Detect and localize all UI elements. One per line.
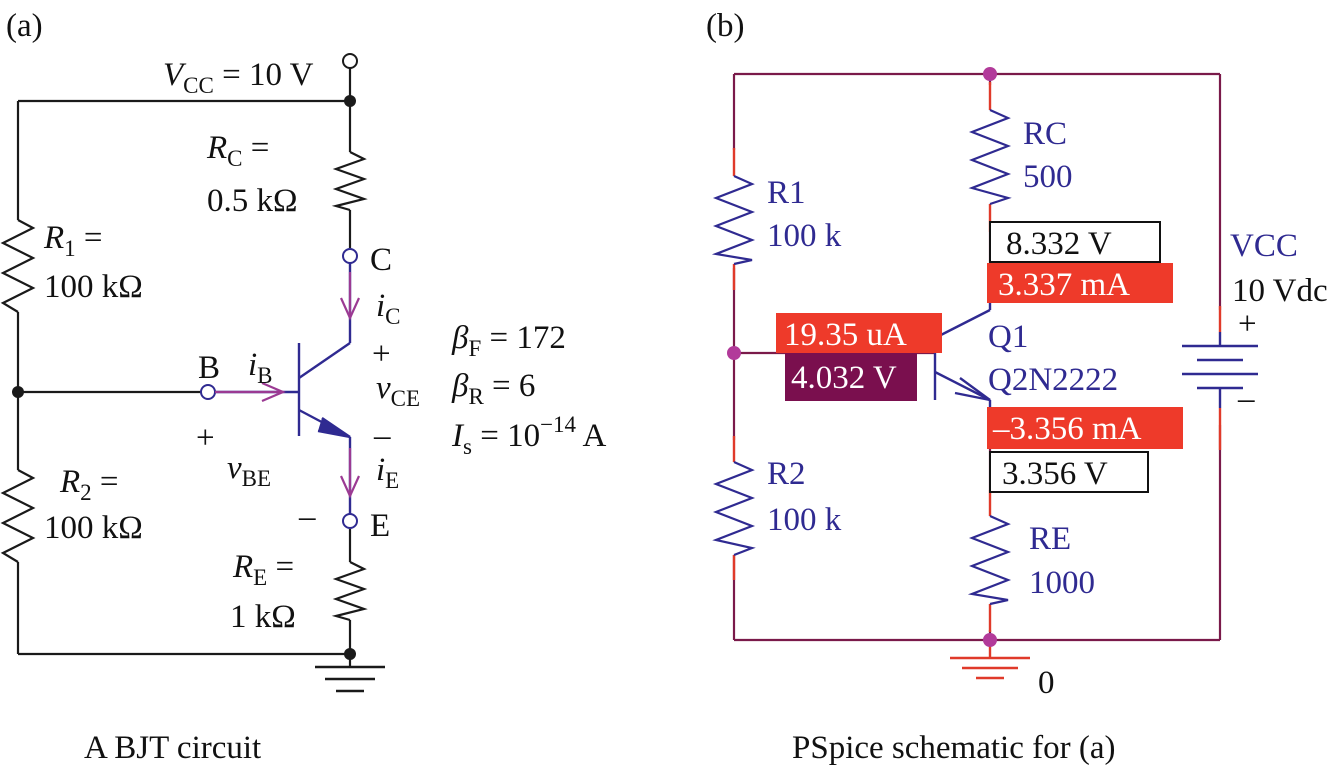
node-b-label: B (198, 350, 221, 386)
panel-b-tag: (b) (706, 8, 745, 44)
r2-name-b: R2 (767, 456, 806, 492)
terminal-e (343, 514, 357, 528)
vbe-plus: + (196, 420, 215, 456)
junction-vcc (344, 95, 356, 107)
svg-text:3.337 mA: 3.337 mA (998, 267, 1130, 303)
ground-symbol-b (950, 658, 1030, 678)
panel-a (3, 8, 606, 766)
terminal-c (343, 249, 357, 263)
q1-transistor (935, 300, 990, 412)
ie-label: $i_E$ (376, 452, 400, 493)
vce-plus: + (372, 336, 391, 372)
re-label: $R_E$ = (233, 549, 295, 590)
rc-resistor (336, 152, 364, 210)
beta-f-param: $\beta_F = 172$ (452, 320, 566, 361)
re-value: 1 kΩ (230, 599, 296, 635)
vcc-value-b: 10 Vdc (1232, 273, 1328, 309)
node-e-label: E (370, 508, 391, 544)
r1-value: 100 kΩ (44, 269, 143, 305)
svg-text:8.332 V: 8.332 V (1006, 226, 1112, 262)
svg-text:4.032 V: 4.032 V (791, 360, 897, 396)
node-top-b (983, 67, 997, 81)
rc-name-b: RC (1023, 116, 1068, 152)
ib-label: $i_B$ (248, 347, 273, 388)
r1-resistor-b (716, 176, 752, 264)
ground-symbol-a (315, 667, 385, 691)
vcc-minus-b: – (1238, 381, 1255, 417)
vce-label: $v_{CE}$ (376, 370, 421, 411)
rc-label: $R_C$ = (207, 130, 270, 171)
rc-value-b: 500 (1023, 159, 1073, 195)
r1-resistor (3, 220, 33, 312)
panel-a-tag: (a) (6, 8, 43, 44)
r2-label: $R_2$ = (60, 464, 119, 505)
junction-base-divider (12, 386, 24, 398)
vcc-plus-b: + (1238, 306, 1257, 342)
readout-ib (776, 313, 942, 353)
r1-label: $R_1$ = (44, 220, 103, 261)
r1-name-b: R1 (767, 175, 806, 211)
r2-value: 100 kΩ (44, 510, 143, 546)
panel-a-caption: A BJT circuit (84, 730, 262, 766)
readout-ie (987, 407, 1183, 449)
q1-name: Q1 (988, 319, 1029, 355)
rc-resistor-b (972, 110, 1008, 204)
beta-r-param: $\beta_R = 6$ (452, 368, 536, 409)
node-base-b (727, 346, 741, 360)
terminal-b (201, 385, 215, 399)
vcc-name-b: VCC (1230, 228, 1298, 264)
svg-text:19.35 uA: 19.35 uA (784, 317, 907, 353)
re-value-b: 1000 (1029, 565, 1095, 601)
re-name-b: RE (1029, 521, 1072, 557)
panel-a-wires (18, 68, 350, 666)
ground-label-b: 0 (1038, 665, 1055, 701)
panel-b (706, 8, 1328, 766)
readout-vb (785, 353, 917, 401)
vbe-label: $v_{BE}$ (227, 450, 272, 491)
terminal-vcc (343, 54, 357, 68)
panel-b-caption: PSpice schematic for (a) (792, 730, 1116, 766)
junction-ground (344, 648, 356, 660)
re-resistor (336, 562, 364, 620)
vbe-minus: – (299, 499, 316, 535)
readout-ic (987, 263, 1173, 303)
vcc-label: $V_{CC} = 10$ V (163, 57, 314, 98)
r1-value-b: 100 k (767, 218, 842, 254)
r2-resistor (3, 470, 33, 562)
vce-minus: – (374, 418, 391, 454)
is-param: $I_s = 10^{-14}$ A (452, 412, 607, 459)
r2-value-b: 100 k (767, 502, 842, 538)
rc-value: 0.5 kΩ (207, 183, 298, 219)
readout-ve (990, 452, 1148, 492)
svg-text:–3.356 mA: –3.356 mA (993, 411, 1142, 447)
q1-model: Q2N2222 (988, 362, 1119, 398)
readout-vc (990, 222, 1160, 262)
r2-resistor-b (716, 462, 752, 555)
re-resistor-b (972, 516, 1008, 604)
ic-label: $i_C$ (376, 288, 401, 329)
svg-text:3.356 V: 3.356 V (1002, 456, 1108, 492)
node-c-label: C (370, 242, 393, 278)
node-bottom-b (983, 633, 997, 647)
